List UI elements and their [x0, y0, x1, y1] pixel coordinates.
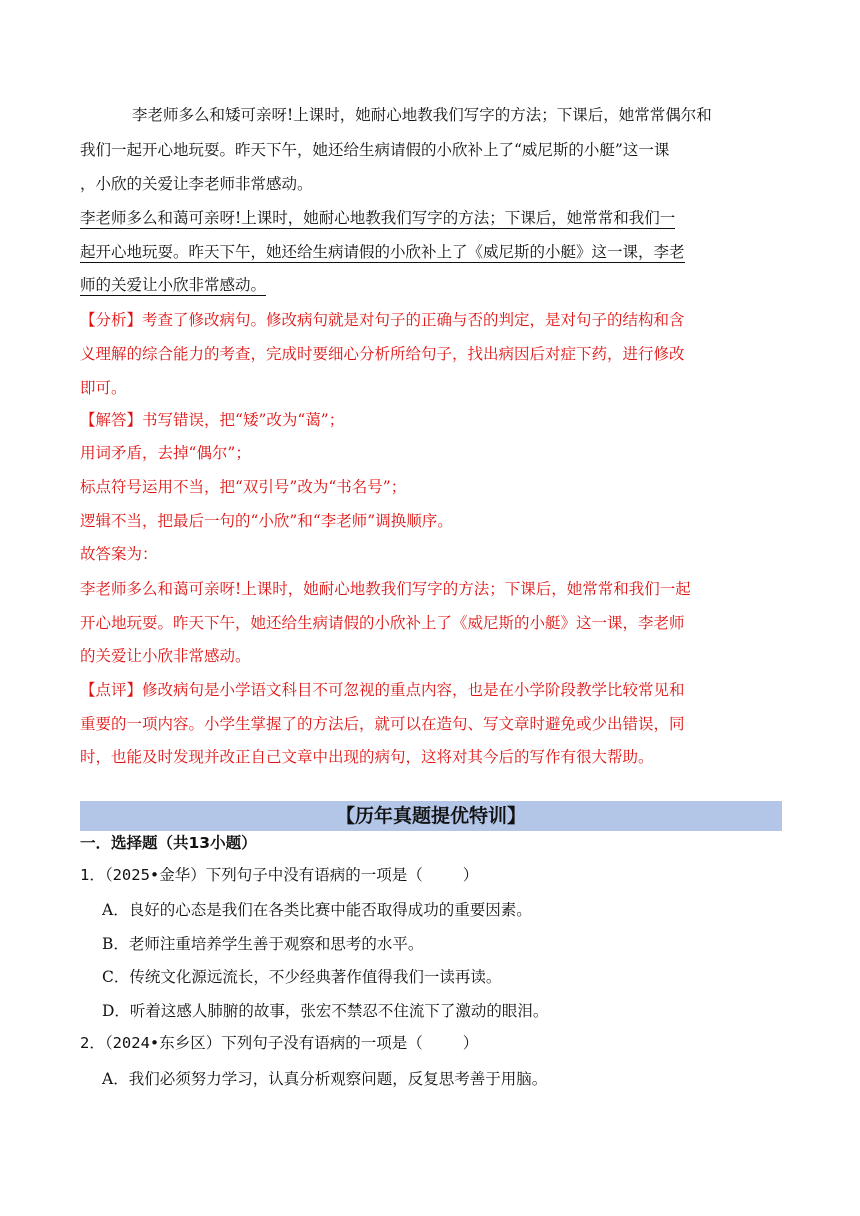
analysis-tag: 【分析】: [80, 311, 143, 329]
option-c: C．传统文化源远流长，不少经典著作值得我们一读再读。: [102, 968, 502, 986]
original-line: ，小欣的关爱让李老师非常感动。: [80, 175, 313, 193]
section-title: 一．选择题（共13小题）: [80, 834, 257, 852]
answer-line: 的关爱让小欣非常感动。: [80, 647, 251, 665]
answer-line: 【解答】书写错误，把“矮”改为“蔼”；: [80, 411, 345, 429]
question-stem: 2．（2024•东乡区）下列句子没有语病的一项是（ ）: [80, 1034, 479, 1052]
option-b: B．老师注重培养学生善于观察和思考的水平。: [102, 935, 424, 953]
corrected-line: 起开心地玩耍。昨天下午，她还给生病请假的小欣补上了《威尼斯的小艇》这一课，李老: [80, 243, 685, 261]
comment-line: 重要的一项内容。小学生掌握了的方法后，就可以在造句、写文章时避免或少出错误，同: [80, 715, 685, 733]
answer-line: 用词矛盾，去掉“偶尔”；: [80, 444, 251, 462]
answer-line: 开心地玩耍。昨天下午，她还给生病请假的小欣补上了《威尼斯的小艇》这一课，李老师: [80, 614, 685, 632]
comment-line: 【点评】修改病句是小学语文科目不可忽视的重点内容，也是在小学阶段教学比较常见和: [80, 681, 685, 699]
answer-line: 李老师多么和蔼可亲呀!上课时，她耐心地教我们写字的方法；下课后，她常常和我们一起: [80, 580, 691, 598]
comment-line: 时，也能及时发现并改正自己文章中出现的病句，这将对其今后的写作有很大帮助。: [80, 748, 654, 766]
original-line: 李老师多么和矮可亲呀!上课时，她耐心地教我们写字的方法；下课后，她常常偶尔和: [132, 106, 712, 124]
answer-line: 标点符号运用不当，把“双引号”改为“书名号”；: [80, 478, 407, 496]
answer-line: 故答案为：: [80, 545, 158, 563]
option-a: A．我们必须努力学习，认真分析观察问题，反复思考善于用脑。: [102, 1070, 548, 1088]
section-banner: 【历年真题提优特训】: [80, 801, 782, 831]
answer-tag: 【解答】: [80, 411, 143, 429]
answer-line: 逻辑不当，把最后一句的“小欣”和“李老师”调换顺序。: [80, 512, 453, 530]
question-stem: 1．（2025•金华）下列句子中没有语病的一项是（ ）: [80, 866, 479, 884]
corrected-line: 师的关爱让小欣非常感动。: [80, 276, 267, 294]
corrected-line: 李老师多么和蔼可亲呀!上课时，她耐心地教我们写字的方法；下课后，她常常和我们一: [80, 209, 676, 227]
analysis-line: 【分析】考查了修改病句。修改病句就是对句子的正确与否的判定，是对句子的结构和含: [80, 311, 685, 329]
option-d: D．听着这感人肺腑的故事，张宏不禁忍不住流下了激动的眼泪。: [102, 1002, 549, 1020]
original-line: 我们一起开心地玩耍。昨天下午，她还给生病请假的小欣补上了“威尼斯的小艇”这一课: [80, 141, 670, 159]
comment-tag: 【点评】: [80, 681, 143, 699]
analysis-line: 义理解的综合能力的考查，完成时要细心分析所给句子，找出病因后对症下药，进行修改: [80, 345, 685, 363]
analysis-line: 即可。: [80, 379, 127, 397]
option-a: A．良好的心态是我们在各类比赛中能否取得成功的重要因素。: [102, 901, 532, 919]
